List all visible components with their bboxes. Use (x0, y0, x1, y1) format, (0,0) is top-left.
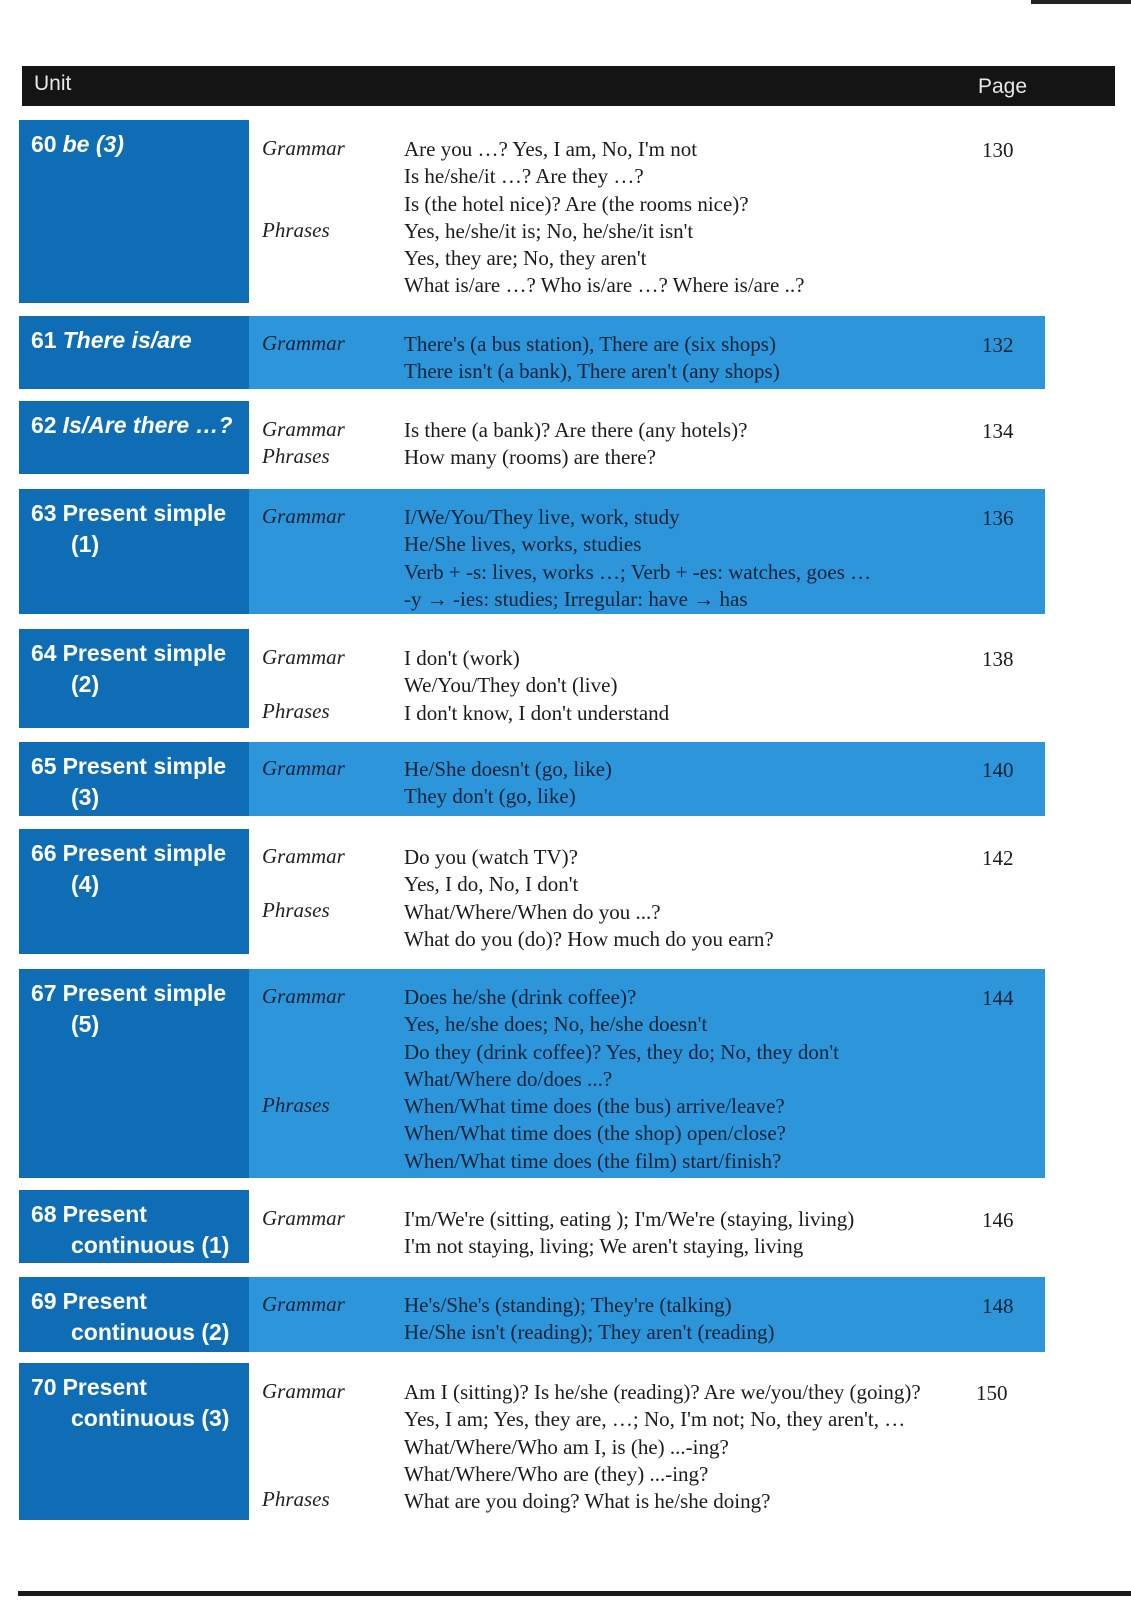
content-line: What/Where/Who am I, is (he) ...-ing? (404, 1434, 729, 1459)
content-line: I'm not staying, living; We aren't staying, living (404, 1234, 804, 1259)
unit-title-continued: (4) (71, 871, 100, 897)
unit-title-continued: (2) (71, 671, 100, 697)
grammar-label: Grammar (262, 417, 345, 441)
content-line: He/She isn't (reading); They aren't (reading) (404, 1320, 775, 1345)
unit-number: 69 (31, 1288, 57, 1314)
unit-title-box (19, 120, 249, 303)
unit-number: 62 (31, 412, 57, 438)
content-line: What are you doing? What is he/she doing? (404, 1489, 771, 1514)
unit-title-box (19, 1277, 249, 1352)
unit-row-67 (0, 969, 1131, 1178)
grammar-label: Grammar (262, 844, 345, 868)
unit-title: Present simple (62, 980, 227, 1006)
unit-number: 61 (31, 327, 57, 353)
grammar-label: Grammar (262, 645, 345, 669)
content-line: Yes, I am; Yes, they are, …; No, I'm not; No, they aren't, … (404, 1407, 906, 1432)
unit-number: 64 (31, 640, 57, 666)
unit-title-continued: (3) (71, 784, 100, 810)
grammar-label: Grammar (262, 504, 345, 528)
content-line: I don't (work) (404, 646, 520, 670)
unit-content (404, 756, 612, 811)
page-number: 150 (976, 1381, 1008, 1405)
content-line: Is he/she/it …? Are they …? (404, 164, 644, 189)
content-line: I'm/We're (sitting, eating ); I'm/We're (staying, living) (404, 1207, 855, 1231)
content-line: What do you (do)? How much do you earn? (404, 926, 774, 951)
unit-content (404, 1292, 774, 1347)
unit-title-continued: continuous (2) (71, 1319, 230, 1345)
unit-title-box (19, 969, 249, 1178)
unit-title: Present (62, 1374, 147, 1400)
unit-number: 65 (31, 753, 57, 779)
page-number: 146 (982, 1208, 1014, 1232)
unit-title-box (19, 742, 249, 816)
unit-number: 67 (31, 980, 57, 1006)
unit-title: Is/Are there …? (62, 412, 233, 438)
unit-content (404, 331, 780, 386)
content-line: Is (the hotel nice)? Are (the rooms nice)? (404, 191, 749, 216)
content-line: Are you …? Yes, I am, No, I'm not (404, 137, 698, 161)
grammar-label: Grammar (262, 1292, 345, 1316)
content-line: What/Where do/does ...? (404, 1066, 613, 1091)
grammar-label: Grammar (262, 756, 345, 780)
page-number: 142 (982, 846, 1014, 870)
unit-content (404, 1379, 921, 1515)
content-line: He's/She's (standing); They're (talking) (404, 1293, 732, 1317)
unit-row-65 (0, 742, 1131, 816)
grammar-label: Grammar (262, 1206, 345, 1230)
unit-title: Present simple (62, 500, 227, 526)
grammar-label: Grammar (262, 331, 345, 355)
bottom-rule (18, 1591, 1131, 1596)
phrases-label: Phrases (262, 444, 330, 468)
unit-content (404, 417, 747, 472)
content-line: He/She lives, works, studies (404, 532, 642, 557)
page-number: 134 (982, 419, 1014, 443)
content-line: What is/are …? Who is/are …? Where is/are ..? (404, 273, 805, 298)
content-line: When/What time does (the film) start/finish? (404, 1148, 782, 1173)
phrases-label: Phrases (262, 218, 330, 242)
content-line: I/We/You/They live, work, study (404, 505, 680, 529)
unit-title-box (19, 316, 249, 389)
content-line: -y → -ies: studies; Irregular: have → has (404, 586, 748, 611)
phrases-label: Phrases (262, 699, 330, 723)
unit-content (404, 1206, 854, 1261)
content-line: There's (a bus station), There are (six shops) (404, 332, 776, 356)
content-line: When/What time does (the shop) open/close? (404, 1121, 786, 1146)
unit-column-header: Unit (34, 72, 72, 95)
grammar-label: Grammar (262, 136, 345, 160)
unit-title-box (19, 1363, 249, 1520)
content-line: Is there (a bank)? Are there (any hotels)? (404, 418, 748, 442)
content-line: We/You/They don't (live) (404, 673, 618, 698)
unit-title-continued: (5) (71, 1011, 100, 1037)
phrases-label: Phrases (262, 1093, 330, 1117)
unit-number: 60 (31, 131, 57, 157)
unit-title: Present simple (62, 840, 227, 866)
unit-row-66 (0, 829, 1131, 954)
table-header (22, 66, 1115, 106)
content-line: Verb + -s: lives, works …; Verb + -es: watches, goes … (404, 559, 872, 584)
content-line: There isn't (a bank), There aren't (any shops) (404, 359, 780, 384)
unit-content (404, 984, 839, 1175)
phrases-label: Phrases (262, 898, 330, 922)
content-line: Yes, I do, No, I don't (404, 872, 579, 897)
unit-title-continued: (1) (71, 531, 100, 557)
unit-title-box (19, 401, 249, 474)
unit-content (404, 645, 669, 727)
unit-row-63 (0, 489, 1131, 614)
content-line: Do you (watch TV)? (404, 845, 578, 869)
unit-title: Present (62, 1288, 147, 1314)
grammar-label: Grammar (262, 1379, 345, 1403)
unit-row-70 (0, 1363, 1131, 1520)
page-number: 130 (982, 138, 1014, 162)
unit-title-continued: continuous (1) (71, 1232, 230, 1258)
unit-title: be (3) (62, 131, 124, 157)
top-edge-rule (1031, 0, 1131, 4)
unit-number: 63 (31, 500, 57, 526)
unit-row-61 (0, 316, 1131, 389)
page-number: 132 (982, 333, 1014, 357)
content-line: What/Where/When do you ...? (404, 899, 661, 924)
content-line: Am I (sitting)? Is he/she (reading)? Are we/you/they (going)? (404, 1380, 921, 1404)
page-column-header: Page (977, 75, 1027, 98)
content-line: They don't (go, like) (404, 784, 576, 809)
unit-row-69 (0, 1277, 1131, 1352)
phrases-label: Phrases (262, 1487, 330, 1511)
unit-number: 68 (31, 1201, 57, 1227)
unit-title-box (19, 829, 249, 954)
content-line: What/Where/Who are (they) ...-ing? (404, 1461, 709, 1486)
unit-number: 70 (31, 1374, 57, 1400)
row-highlight-band (244, 742, 1045, 816)
unit-row-64 (0, 629, 1131, 728)
content-line: Does he/she (drink coffee)? (404, 985, 637, 1009)
unit-row-62 (0, 401, 1131, 474)
unit-title-box (19, 1190, 249, 1263)
content-line: Yes, they are; No, they aren't (404, 246, 647, 271)
content-line: Yes, he/she does; No, he/she doesn't (404, 1012, 708, 1037)
content-line: I don't know, I don't understand (404, 700, 670, 725)
content-line: Do they (drink coffee)? Yes, they do; No, they don't (404, 1039, 839, 1064)
content-line: Yes, he/she/it is; No, he/she/it isn't (404, 218, 694, 243)
content-line: He/She doesn't (go, like) (404, 757, 612, 781)
unit-title: Present simple (62, 753, 227, 779)
grammar-label: Grammar (262, 984, 345, 1008)
unit-title-continued: continuous (3) (71, 1405, 230, 1431)
content-line: When/What time does (the bus) arrive/leave? (404, 1094, 785, 1119)
page-number: 136 (982, 506, 1014, 530)
page-number: 144 (982, 986, 1014, 1010)
unit-number: 66 (31, 840, 57, 866)
unit-title: Present (62, 1201, 147, 1227)
unit-title: Present simple (62, 640, 227, 666)
unit-content (404, 844, 774, 953)
unit-content (404, 504, 871, 613)
unit-title-box (19, 629, 249, 728)
content-line: How many (rooms) are there? (404, 445, 656, 470)
page-number: 148 (982, 1294, 1014, 1318)
unit-title: There is/are (62, 327, 192, 353)
unit-row-60 (0, 120, 1131, 303)
unit-content (404, 136, 804, 300)
page-number: 138 (982, 647, 1014, 671)
unit-title-box (19, 489, 249, 614)
page-number: 140 (982, 758, 1014, 782)
unit-row-68 (0, 1190, 1131, 1263)
